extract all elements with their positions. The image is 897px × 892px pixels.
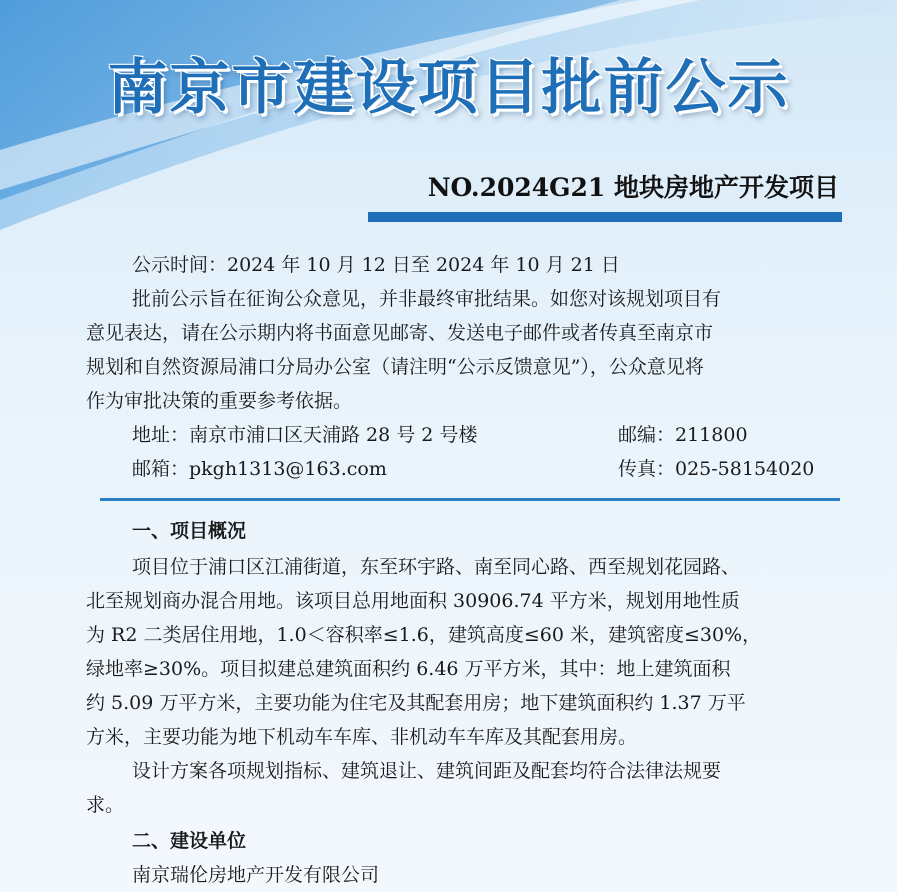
contact-email: 邮箱：pkgh1313@163.com <box>132 458 387 480</box>
overview-line: 方米，主要功能为地下机动车车库、非机动车车库及其配套用房。 <box>86 726 638 748</box>
title-underline-bar <box>368 212 842 222</box>
notice-intro-line: 意见表达，请在公示期内将书面意见邮寄、发送电子邮件或者传真至南京市 <box>86 322 714 344</box>
overview-line: 项目位于浦口区江浦街道，东至环宇路、南至同心路、西至规划花园路、 <box>132 556 741 578</box>
notice-intro-line: 规划和自然资源局浦口分局办公室（请注明“公示反馈意见”），公众意见将 <box>86 356 704 378</box>
builder-company: 南京瑞伦房地产开发有限公司 <box>132 864 380 886</box>
overview-line: 绿地率≥30%。项目拟建总建筑面积约 6.46 万平方米，其中：地上建筑面积 <box>86 658 731 680</box>
contact-postcode: 邮编：211800 <box>618 424 748 446</box>
overview-line: 约 5.09 万平方米，主要功能为住宅及其配套用房；地下建筑面积约 1.37 万平 <box>86 692 746 714</box>
notice-period: 公示时间：2024 年 10 月 12 日至 2024 年 10 月 21 日 <box>132 254 620 276</box>
page-title: 南京市建设项目批前公示 <box>107 53 790 123</box>
section-heading-builder: 二、建设单位 <box>132 830 247 852</box>
notice-intro-line: 作为审批决策的重要参考依据。 <box>86 390 353 412</box>
contact-fax: 传真：025-58154020 <box>618 458 815 480</box>
section-divider <box>100 498 840 501</box>
overview-line: 设计方案各项规划指标、建筑退让、建筑间距及配套均符合法律法规要 <box>132 760 722 782</box>
overview-line: 求。 <box>86 794 125 816</box>
project-number-title: NO.2024G21 地块房地产开发项目 <box>427 173 839 202</box>
notice-intro-line: 批前公示旨在征询公众意见，并非最终审批结果。如您对该规划项目有 <box>132 288 722 310</box>
overview-line: 北至规划商办混合用地。该项目总用地面积 30906.74 平方米，规划用地性质 <box>86 590 740 612</box>
contact-address: 地址：南京市浦口区天浦路 28 号 2 号楼 <box>132 424 478 446</box>
section-heading-overview: 一、项目概况 <box>132 520 247 542</box>
overview-line: 为 R2 二类居住用地，1.0＜容积率≤1.6，建筑高度≤60 米，建筑密度≤30%， <box>86 624 762 646</box>
